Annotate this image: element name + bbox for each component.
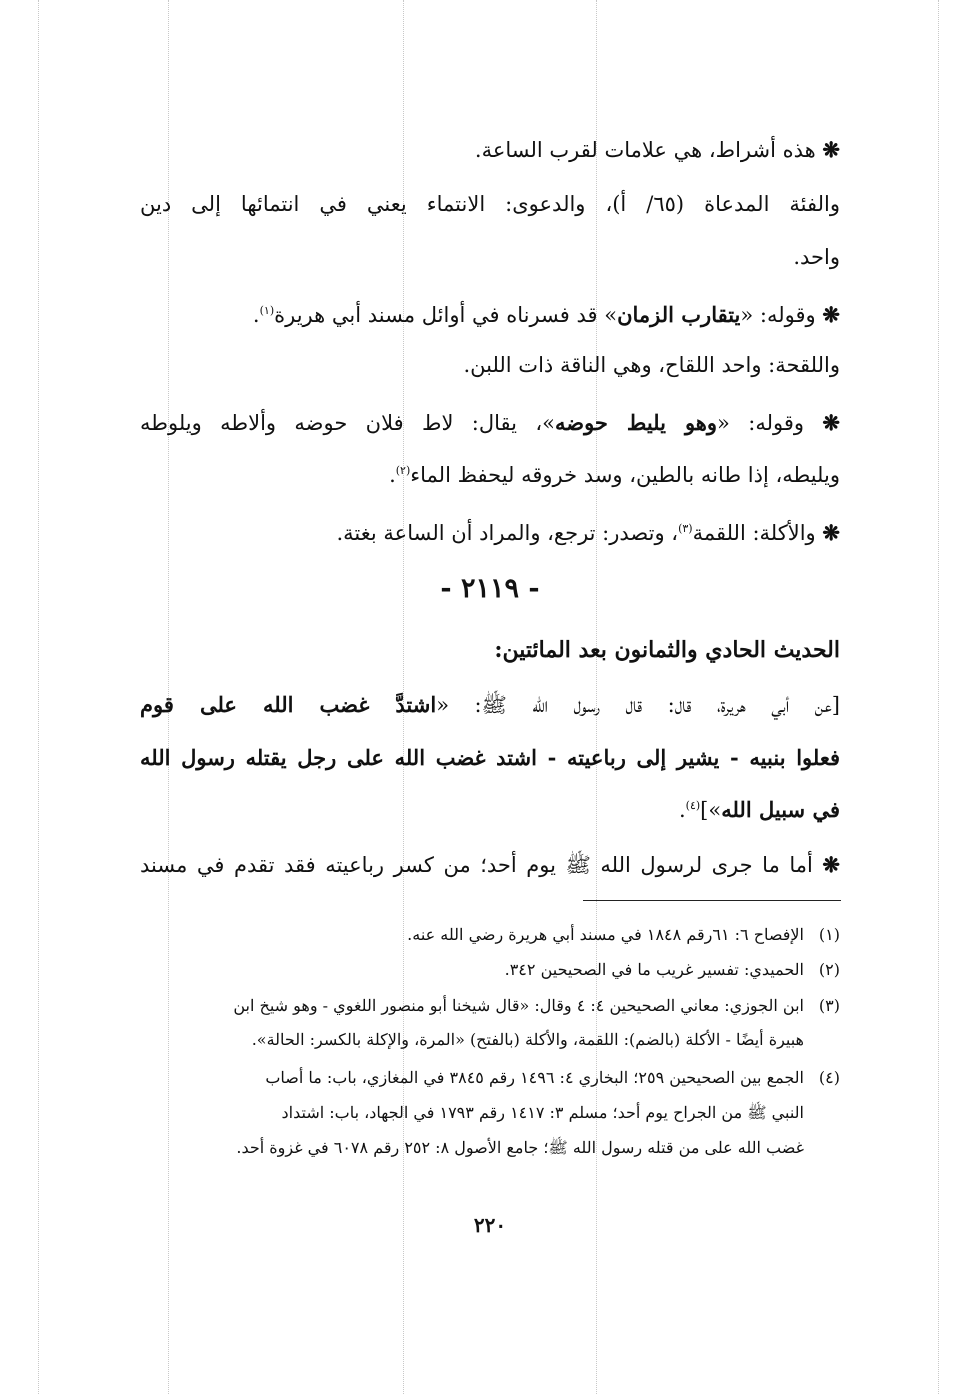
paragraph-text: أما ما جرى لرسول الله ﷺ يوم أحد؛ من كسر رباعيته فقد تقدم في مسند	[140, 853, 813, 877]
paragraph-text: »]	[700, 798, 722, 822]
star-icon: ❋	[822, 302, 840, 327]
footnote-ref[interactable]: (١)	[259, 304, 275, 317]
paragraph-text: والفئة المدعاة (٦٥/ أ)، والدعوى: الانتماء يعني في انتمائها إلى دين	[140, 192, 841, 216]
footnote-3-line-2: هبيرة أيضًا - الأكلة (بالضم): اللقمة، والأكلة (بالفتح) «المرة، والإكلة بالكسر: الحالة».	[251, 1030, 804, 1049]
footnote-4	[130, 1068, 840, 1087]
paragraph-text: ، وتصدر: ترجع، والمراد أن الساعة بغتة.	[336, 521, 679, 545]
hadith-text-line-3	[140, 797, 840, 823]
star-icon: ❋	[822, 520, 840, 545]
quoted-phrase: وهو يليط حوضه	[554, 410, 718, 435]
paragraph-text: والأكلة: اللقمة	[692, 521, 816, 545]
paragraph-group-line	[140, 192, 840, 217]
quoted-phrase: يتقارب الزمان	[617, 302, 741, 327]
footnote-text: الجمع بين الصحيحين ٢٥٩؛ البخاري ٤: ١٤٩٦ رقم ٣٨٤٥ في المغازي، باب: ما أصاب	[265, 1068, 804, 1087]
footnote-number: (٤)	[818, 1068, 840, 1087]
footnote-text: الحميدي: تفسير غريب ما في الصحيحين ٣٤٢.	[504, 960, 804, 979]
footnote-number: (١)	[818, 925, 840, 944]
paragraph-cistern	[140, 410, 840, 436]
footnote-1	[130, 925, 840, 944]
paragraph-text: هذه أشراط، هي علامات لقرب الساعة.	[474, 138, 816, 162]
paragraph-text: » قد فسرناه في أوائل مسند أبي هريرة	[274, 303, 618, 327]
paragraph-text: .	[678, 798, 686, 822]
paragraph-morsel	[140, 520, 840, 546]
footnote-separator	[583, 900, 841, 901]
paragraph-text: .	[389, 463, 396, 487]
paragraph-text: .	[252, 303, 260, 327]
paragraph-text: واللقحة: واحد اللقاح، وهي الناقة ذات اللبن.	[463, 353, 840, 377]
hadith-title: الحديث الحادي والثمانون بعد المائتين:	[494, 637, 840, 663]
footnote-text: الإفصاح ٦: ٦١رقم ١٨٤٨ في مسند أبي هريرة رضي الله عنه.	[407, 925, 804, 944]
hadith-quote: في سبيل الله	[721, 797, 840, 822]
hadith-text-line-2: فعلوا بنبيه - يشير إلى رباعيته - اشتد غضب الله على رجل يقتله رسول الله	[140, 745, 840, 770]
paragraph-text: واحد.	[793, 245, 840, 269]
scan-artifact-line	[938, 0, 939, 1394]
paragraph-laqha	[140, 353, 840, 378]
paragraph-text: ويليطه، إذا طانه بالطين، وسد خروقه ليحفظ الماء	[410, 463, 840, 487]
page-number: ٢٢٠	[473, 1213, 507, 1237]
hadith-text-line-1	[140, 692, 840, 718]
footnote-text: ابن الجوزي: معاني الصحيحين ٤: ٤ وقال: «قال شيخنا أبو منصور اللغوي - وهو شيخ ابن	[233, 996, 804, 1015]
paragraph-text: »، يقال: لاط فلان حوضه وألاطه ويلوطه	[140, 411, 555, 435]
paragraph-uhud	[140, 852, 840, 878]
paragraph-text: وقوله: «	[717, 411, 804, 435]
paragraph-text: [عن أبي هريرة، قال: قال رسول الله ﷺ: «	[436, 693, 840, 717]
paragraph-cistern-line-2	[140, 463, 840, 488]
paragraph-group-line-2	[140, 245, 840, 270]
star-icon: ❋	[822, 410, 840, 435]
hadith-number: - ٢١١٩ -	[440, 573, 540, 604]
hadith-quote: اشتدَّ غضب الله على قوم	[140, 692, 437, 717]
footnote-ref[interactable]: (٣)	[678, 522, 693, 535]
footnote-3	[130, 996, 840, 1015]
scan-artifact-line	[38, 0, 39, 1394]
star-icon: ❋	[822, 852, 840, 877]
footnote-number: (٣)	[818, 996, 840, 1015]
footnote-number: (٢)	[818, 960, 840, 979]
footnote-2	[130, 960, 840, 979]
footnote-ref[interactable]: (٢)	[395, 464, 411, 477]
footnote-4-line-3: غضب الله على من قتله رسول الله ﷺ؛ جامع الأصول ٨: ٢٥٢ رقم ٦٠٧٨ في غزوة أحد.	[236, 1138, 804, 1157]
paragraph-time-approach	[140, 302, 840, 328]
paragraph-text: وقوله: «	[740, 303, 816, 327]
paragraph-signs	[140, 137, 840, 163]
footnote-ref[interactable]: (٤)	[685, 799, 701, 812]
footnote-4-line-2: النبي ﷺ من الجراح يوم أحد؛ مسلم ٣: ١٤١٧ رقم ١٧٩٣ في الجهاد، باب: اشتداد	[281, 1103, 804, 1122]
star-icon: ❋	[822, 137, 840, 162]
